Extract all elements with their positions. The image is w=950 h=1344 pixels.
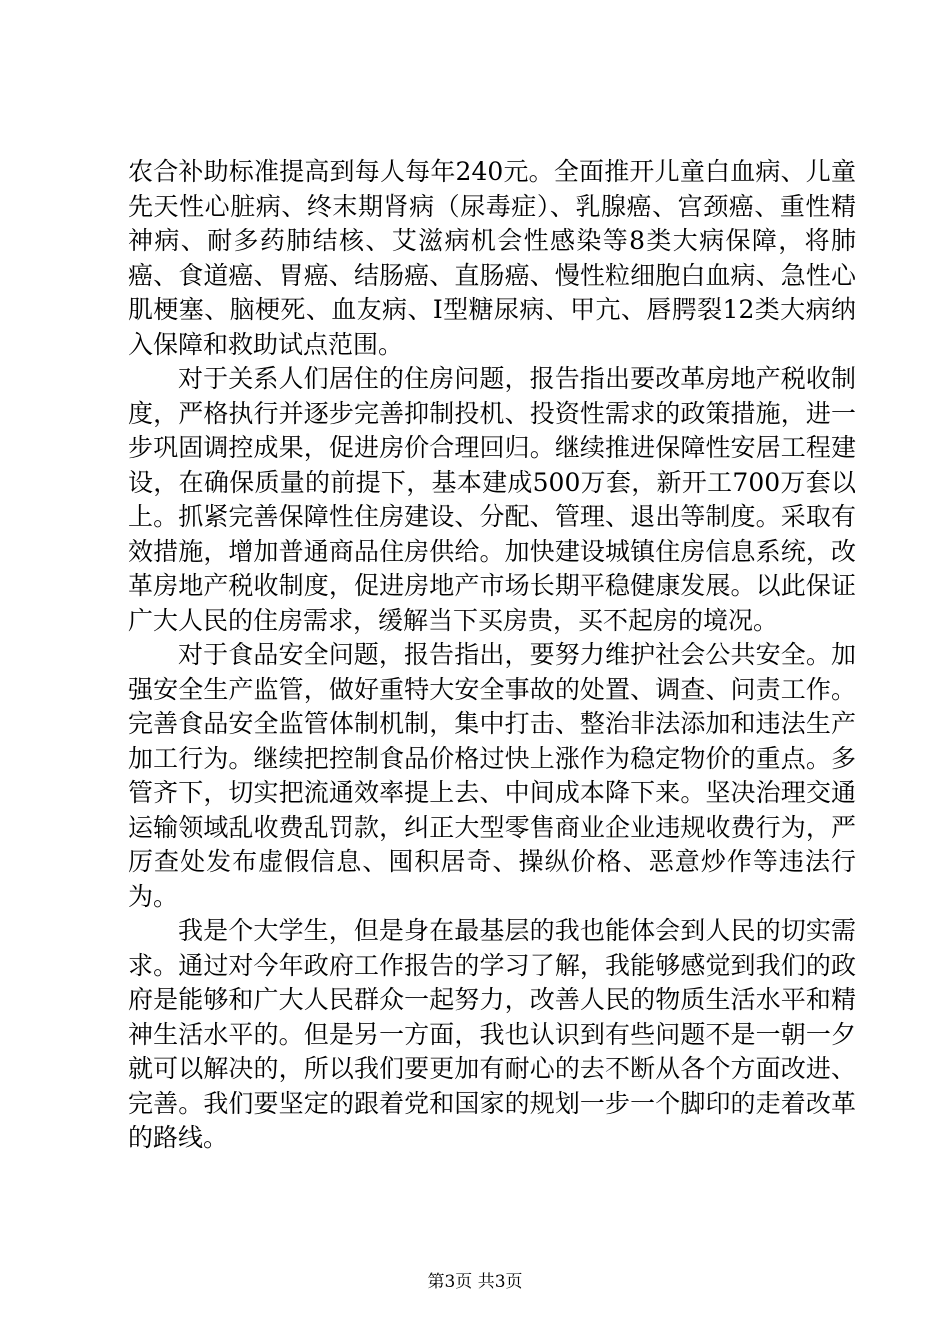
paragraph-2: 对于关系人们居住的住房问题，报告指出要改革房地产税收制度，严格执行并逐步完善抑制投机、投资性需求的政策措施，进一步巩固调控成果，促进房价合理回归。继续推进保障性安居工程建设，在确保质量的前提下，基本建成500万套，新开工700万套以上。抓紧完善保障性住房建设、分配、管理、退出等制度。采取有效措施，增加普通商品住房供给。加快建设城镇住房信息系统，改革房地产税收制度，促进房地产市场长期平稳健康发展。以此保证广大人民的住房需求，缓解当下买房贵，买不起房的境况。 [128, 364, 856, 635]
paragraph-4: 我是个大学生，但是身在最基层的我也能体会到人民的切实需求。通过对今年政府工作报告的学习了解，我能够感觉到我们的政府是能够和广大人民群众一起努力，改善人民的物质生活水平和精神生活水平的。但是另一方面，我也认识到有些问题不是一朝一夕就可以解决的，所以我们要更加有耐心的去不断从各个方面改进、完善。我们要坚定的跟着党和国家的规划一步一个脚印的走着改革的路线。 [128, 916, 856, 1152]
paragraph-1: 农合补助标准提高到每人每年240元。全面推开儿童白血病、儿童先天性心脏病、终末期肾病（尿毒症）、乳腺癌、宫颈癌、重性精神病、耐多药肺结核、艾滋病机会性感染等8类大病保障，将肺癌、食道癌、胃癌、结肠癌、直肠癌、慢性粒细胞白血病、急性心肌梗塞、脑梗死、血友病、Ⅰ型糖尿病、甲亢、唇腭裂12类大病纳入保障和救助试点范围。 [128, 157, 856, 359]
document-body [128, 155, 856, 1156]
page-number-footer: 第3页 共3页 [427, 1272, 523, 1292]
paragraph-3: 对于食品安全问题，报告指出，要努力维护社会公共安全。加强安全生产监管，做好重特大安全事故的处置、调查、问责工作。完善食品安全监管体制机制，集中打击、整治非法添加和违法生产加工行为。继续把控制食品价格过快上涨作为稳定物价的重点。多管齐下，切实把流通效率提上去、中间成本降下来。坚决治理交通运输领域乱收费乱罚款，纠正大型零售商业企业违规收费行为，严厉查处发布虚假信息、囤积居奇、操纵价格、恶意炒作等违法行为。 [128, 640, 856, 911]
